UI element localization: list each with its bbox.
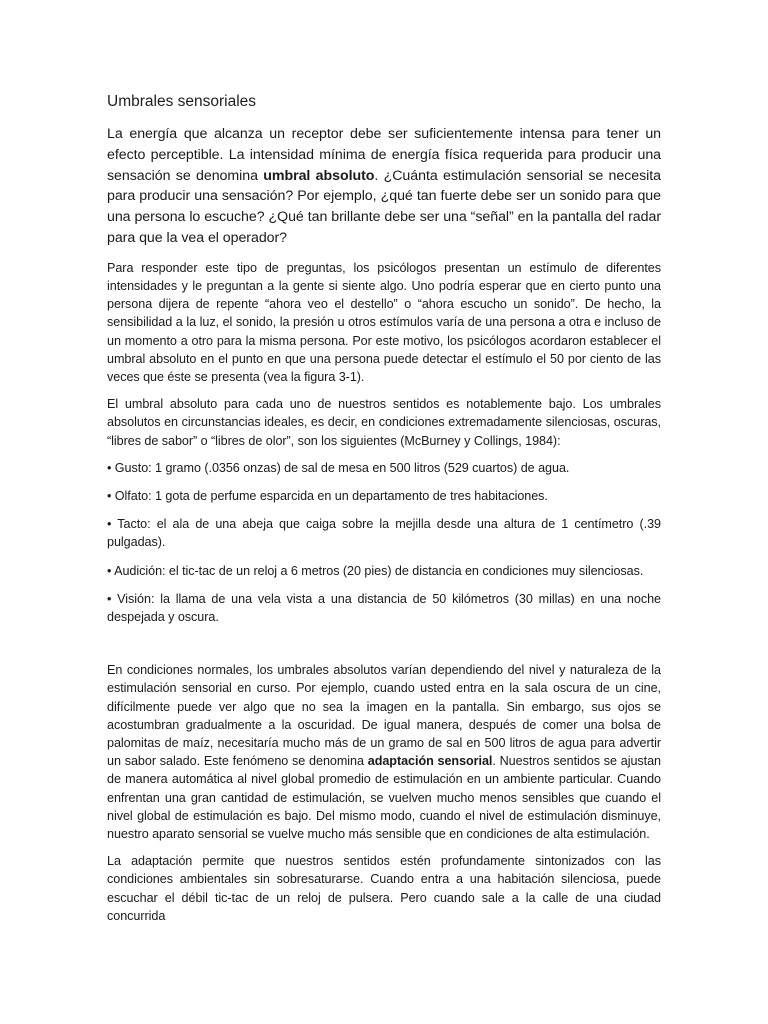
- paragraph-method: Para responder este tipo de preguntas, los psicólogos presentan un estímulo de diferentes intensidades y le preguntan a la gente si siente algo. Uno podría esperar que en cierto punto una persona dijera de repente “ahora veo el destello” o “ahora escucho un sonido”. De hecho, la sensibilidad a la luz, el sonido, la presión u otros estímulos varía de una persona a otra e incluso de un momento a otro para la misma persona. Por este motivo, los psicólogos acordaron establecer el umbral absoluto en el punto en que una persona puede detectar el estímulo el 50 por ciento de las veces que éste se presenta (vea la figura 3-1).: [107, 260, 661, 384]
- list-item: • Audición: el tic-tac de un reloj a 6 metros (20 pies) de distancia en condiciones muy silenciosas.: [107, 563, 644, 578]
- paragraph-thresholds: El umbral absoluto para cada uno de nuestros sentidos es notablemente bajo. Los umbrales absolutos en circunstancias ideales, es decir, en condiciones extremadamente silenciosas, oscuras, “libres de sabor” o “libres de olor”, son los siguientes (McBurney y Collings, 1984):: [107, 397, 661, 448]
- list-item: • Gusto: 1 gramo (.0356 onzas) de sal de mesa en 500 litros (529 cuartos) de agua.: [107, 460, 570, 475]
- intro-paragraph: [107, 124, 661, 249]
- page-title: Umbrales sensoriales: [107, 93, 257, 110]
- term-umbral-absoluto: umbral absoluto: [263, 167, 375, 184]
- intro-text-a: La energía que alcanza un receptor debe ser suficientemente intensa para tener un efecto perceptible. La intensidad mínima de energía física requerida para producir una sensación se denomina: [107, 126, 661, 184]
- spacer: [107, 636, 661, 661]
- document-page: [107, 92, 661, 934]
- list-item: • Tacto: el ala de una abeja que caiga sobre la mejilla desde una altura de 1 centímetro (.39 pulgadas).: [107, 517, 661, 550]
- term-adaptacion-sensorial: adaptación sensorial: [367, 754, 493, 769]
- paragraph-adaptation: [107, 661, 661, 843]
- list-item: • Olfato: 1 gota de perfume esparcida en un departamento de tres habitaciones.: [107, 489, 548, 504]
- adaptation-text-b: . Nuestros sentidos se ajustan de manera automática al nivel global promedio de estimulación en un ambiente particular. Cuando enfrentan una gran cantidad de estimulación, se vuelven mucho menos sensibles que cuando el nivel global de estimulación es bajo. Del mismo modo, cuando el nivel de estimulación disminuye, nuestro aparato sensorial se vuelve mucho más sensible que en condiciones de alta estimulación.: [107, 754, 661, 842]
- adaptation-text-a: En condiciones normales, los umbrales absolutos varían dependiendo del nivel y naturaleza de la estimulación sensorial en curso. Por ejemplo, cuando usted entra en la sala oscura de un cine, difícilmente puede ver algo que no sea la imagen en la pantalla. Sin embargo, sus ojos se acostumbran gradualmente a la oscuridad. De igual manera, después de comer una bolsa de palomitas de maíz, necesitaría mucho más de un gramo de sal en 500 litros de agua para advertir un sabor salado. Este fenómeno se denomina: [107, 663, 661, 769]
- list-item: • Visión: la llama de una vela vista a una distancia de 50 kilómetros (30 millas) en una noche despejada y oscura.: [107, 591, 661, 625]
- intro-text-b: . ¿Cuánta estimulación sensorial se necesita para producir una sensación? Por ejemplo, ¿qué tan fuerte debe ser un sonido para que una persona lo escuche? ¿Qué tan brillante debe ser una “señal” en la pantalla del radar para que la vea el operador?: [107, 167, 662, 246]
- paragraph-adaptation-continued: La adaptación permite que nuestros sentidos estén profundamente sintonizados con las condiciones ambientales sin sobresaturarse. Cuando entra a una habitación silenciosa, puede escuchar el débil tic-tac de un reloj de pulsera. Pero cuando sale a la calle de una ciudad concurrida: [107, 854, 661, 923]
